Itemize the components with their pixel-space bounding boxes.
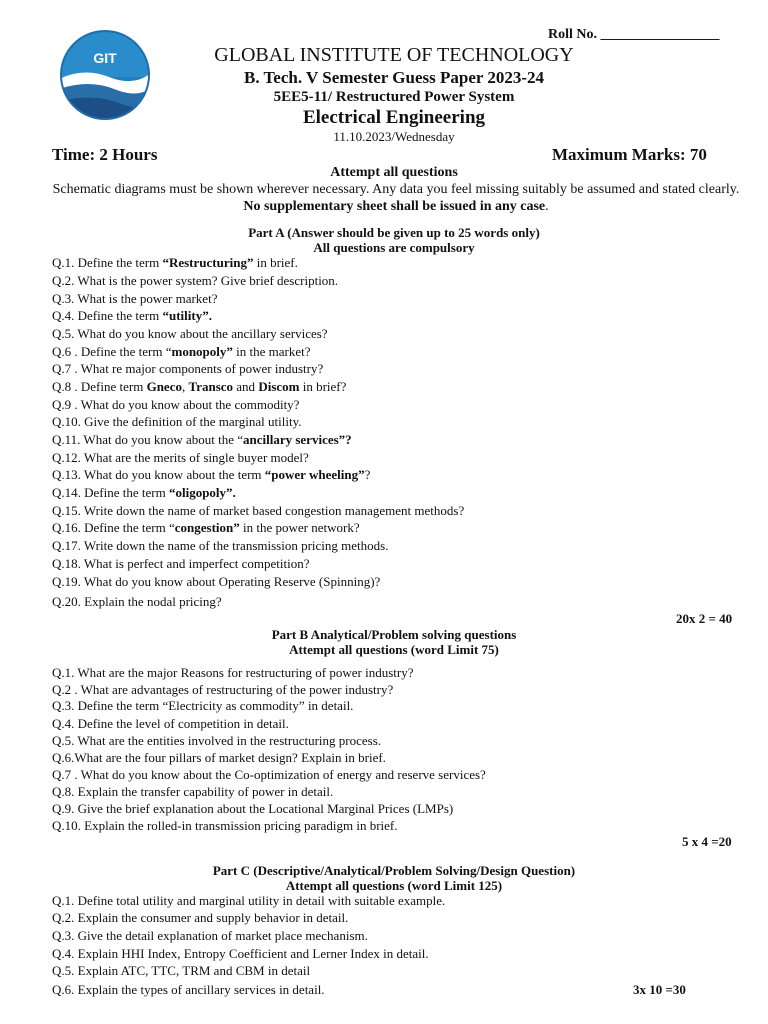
part-b-subheading: Attempt all questions (word Limit 75)	[289, 642, 499, 657]
bold-term: Discom	[258, 379, 300, 394]
question-text: in brief?	[299, 379, 347, 394]
bold-term: congestion”	[174, 520, 240, 535]
institute-name: GLOBAL INSTITUTE OF TECHNOLOGY	[214, 44, 574, 66]
question-text: Q.17. Write down the name of the transmission pricing methods.	[52, 538, 389, 553]
part-a-question-8	[52, 379, 346, 394]
part-c-question-3: Q.3. Give the detail explanation of market place mechanism.	[52, 928, 368, 943]
question-text: Q.13. What do you know about the term	[52, 467, 265, 482]
question-text: Q.12. What are the merits of single buyer model?	[52, 450, 309, 465]
question-text: Q.6 . Define the term “	[52, 344, 172, 359]
instructions-bold-text: No supplementary sheet shall be issued in any case	[243, 199, 546, 214]
instructions-end: .	[545, 199, 549, 214]
part-b-question-6: Q.6.What are the four pillars of market design? Explain in brief.	[52, 750, 386, 765]
bold-term: Gneco	[146, 379, 182, 394]
question-text: in the market?	[232, 344, 311, 359]
question-text: Q.3. What is the power market?	[52, 291, 218, 306]
bold-term: “Restructuring”	[162, 255, 254, 270]
question-text: Q.1. Define the term	[52, 255, 163, 270]
instructions-text: Schematic diagrams must be shown wherever necessary. Any data you feel missing suitably be assumed and stated clearly.	[52, 182, 740, 197]
part-a-question-2	[52, 273, 338, 288]
paper-title: B. Tech. V Semester Guess Paper 2023-24	[243, 68, 545, 87]
part-a-question-12	[52, 450, 309, 465]
question-text: in the power network?	[239, 520, 360, 535]
part-a-question-1	[52, 255, 298, 270]
question-text: Q.2. What is the power system? Give brief description.	[52, 273, 339, 288]
general-instructions	[52, 181, 740, 215]
part-a-question-11	[52, 432, 352, 447]
part-a-question-3	[52, 291, 217, 306]
question-text: Q.5. What do you know about the ancillary services?	[52, 326, 328, 341]
part-b-question-9: Q.9. Give the brief explanation about the Locational Marginal Prices (LMPs)	[52, 801, 454, 816]
part-c-subheading: Attempt all questions (word Limit 125)	[285, 878, 503, 893]
question-text: Q.7 . What re major components of power industry?	[52, 361, 324, 376]
bold-term: “power wheeling”	[264, 467, 365, 482]
question-text: Q.19. What do you know about Operating Reserve (Spinning)?	[52, 574, 381, 589]
part-a-question-18	[52, 556, 310, 571]
part-b-question-4: Q.4. Define the level of competition in detail.	[52, 716, 289, 731]
question-text: Q.9 . What do you know about the commodity?	[52, 397, 300, 412]
question-text: Q.16. Define the term “	[52, 520, 175, 535]
part-b-heading: Part B Analytical/Problem solving questions	[271, 627, 517, 642]
bold-term: monopoly”	[171, 344, 233, 359]
part-c-heading: Part C (Descriptive/Analytical/Problem Solving/Design Question)	[212, 863, 576, 878]
bold-term: “oligopoly”.	[168, 485, 236, 500]
part-b-question-3: Q.3. Define the term “Electricity as commodity” in detail.	[52, 698, 354, 713]
part-c-question-2: Q.2. Explain the consumer and supply behavior in detail.	[52, 910, 349, 925]
question-text: Q.14. Define the term	[52, 485, 169, 500]
question-text: Q.18. What is perfect and imperfect competition?	[52, 556, 310, 571]
part-a-question-13	[52, 467, 370, 482]
part-b-total: 5 x 4 =20	[682, 834, 732, 849]
part-a-question-17	[52, 538, 388, 553]
part-a-question-14	[52, 485, 236, 500]
question-text: Q.11. What do you know about the “	[52, 432, 243, 447]
part-a-subheading: All questions are compulsory	[313, 240, 475, 255]
part-a-question-15	[52, 503, 464, 518]
bold-term: ancillary services”?	[243, 432, 352, 447]
subject-code: 5EE5-11/ Restructured Power System	[273, 89, 515, 105]
question-text: Q.20. Explain the nodal pricing?	[52, 594, 222, 609]
part-b-question-10: Q.10. Explain the rolled-in transmission pricing paradigm in brief.	[52, 818, 398, 833]
part-a-question-20	[52, 594, 222, 609]
part-a-question-7	[52, 361, 323, 376]
part-b-question-5: Q.5. What are the entities involved in the restructuring process.	[52, 733, 381, 748]
part-c-total: 3x 10 =30	[633, 982, 686, 997]
roll-number-field: Roll No. _________________	[548, 27, 720, 42]
question-text: ?	[364, 467, 371, 482]
part-a-question-10	[52, 414, 301, 429]
svg-text:GIT: GIT	[93, 50, 117, 66]
time-allowed: Time: 2 Hours	[52, 145, 158, 164]
bold-term: Transco	[188, 379, 234, 394]
bold-term: “utility”.	[162, 308, 212, 323]
part-b-question-8: Q.8. Explain the transfer capability of power in detail.	[52, 784, 334, 799]
part-c-question-5: Q.5. Explain ATC, TTC, TRM and CBM in detail	[52, 963, 311, 978]
question-text: in brief.	[253, 255, 298, 270]
part-b-question-1: Q.1. What are the major Reasons for restructuring of power industry?	[52, 665, 414, 680]
part-c-question-4: Q.4. Explain HHI Index, Entropy Coefficient and Lerner Index in detail.	[52, 946, 429, 961]
exam-date: 11.10.2023/Wednesday	[333, 129, 455, 144]
question-text: ,	[181, 379, 189, 394]
part-a-question-6	[52, 344, 311, 359]
department-name: Electrical Engineering	[302, 107, 486, 128]
part-a-question-19	[52, 574, 380, 589]
question-text: Q.15. Write down the name of market based congestion management methods?	[52, 503, 465, 518]
maximum-marks: Maximum Marks: 70	[552, 145, 707, 164]
part-b-question-2: Q.2 . What are advantages of restructuring of the power industry?	[52, 682, 394, 697]
part-c-question-6: Q.6. Explain the types of ancillary services in detail.	[52, 982, 325, 997]
part-c-question-1: Q.1. Define total utility and marginal utility in detail with suitable example.	[52, 893, 446, 908]
part-a-question-16	[52, 520, 360, 535]
attempt-instruction: Attempt all questions	[330, 165, 458, 180]
part-a-question-5	[52, 326, 328, 341]
question-text: Q.10. Give the definition of the marginal utility.	[52, 414, 302, 429]
question-text: and	[233, 379, 259, 394]
part-a-heading: Part A (Answer should be given up to 25 words only)	[248, 225, 540, 240]
question-text: Q.4. Define the term	[52, 308, 163, 323]
question-text: Q.8 . Define term	[52, 379, 147, 394]
part-b-question-7: Q.7 . What do you know about the Co-optimization of energy and reserve services?	[52, 767, 486, 782]
part-a-total: 20x 2 = 40	[676, 611, 733, 626]
part-a-question-4	[52, 308, 212, 323]
part-a-question-9	[52, 397, 299, 412]
